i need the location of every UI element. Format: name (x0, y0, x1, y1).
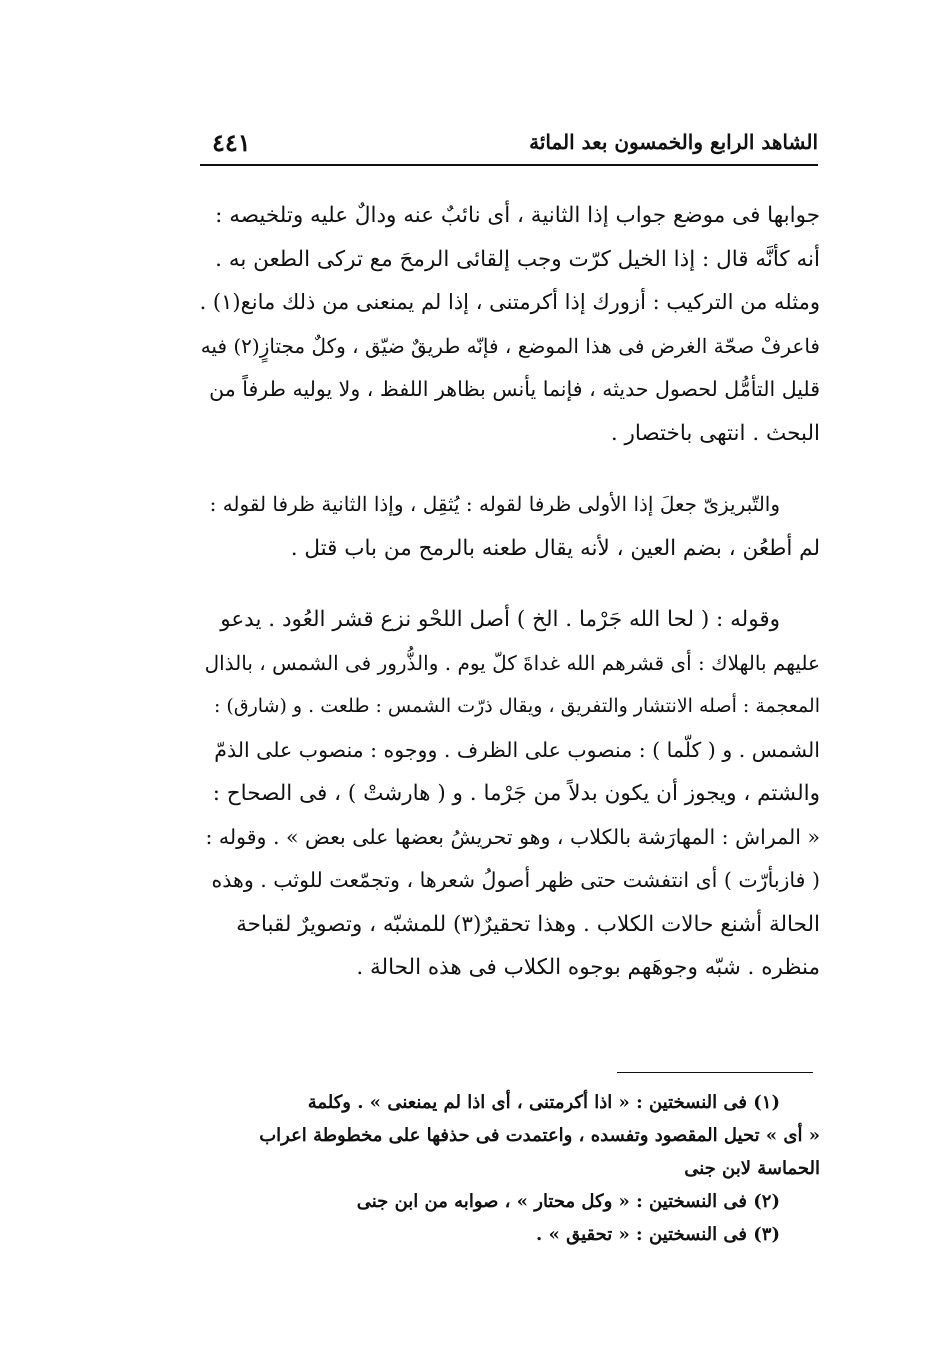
footnote-line: « أى » تحيل المقصود وتفسده ، واعتمدت فى حذفها على مخطوطة اعراب (259, 1125, 820, 1146)
text-line: « المراش : المهارَشة بالكلاب ، وهو تحريشُ بعضها على بعض » . وقوله : (205, 824, 820, 849)
paragraph-gap (200, 570, 820, 598)
text-line: قليل التأمُّل لحصول حديثه ، فإنما يأنس بظاهر اللفظ ، ولا يوليه طرفاً من (209, 377, 820, 401)
text-line: جوابها فى موضع جواب إذا الثانية ، أى نائبٌ عنه ودالٌ عليه وتلخيصه : (215, 203, 820, 228)
text-line: ( فازبأرّت ) أى انتفشت حتى ظهر أصولُ شعرها ، وتجمّعت للوثب . وهذه (211, 868, 820, 892)
running-header (200, 124, 818, 166)
footnote-line: (٣) فى النسختين : « تحقيق » . (536, 1224, 780, 1245)
footnote-line: (٢) فى النسختين : « وكل محتار » ، صوابه من ابن جنى (356, 1191, 780, 1212)
text-line: أنه كأنَّه قال : إذا الخيل كرّت وجب إلقائى الرمحَ مع تركى الطعن به . (215, 246, 820, 272)
text-line: الحالة أشنع حالات الكلاب . وهذا تحقيرٌ(٣) للمشبّه ، وتصويرٌ لقباحة (236, 911, 820, 937)
text-line: الشمس . و ( كلّما ) : منصوب على الظرف . ووجوه : منصوب على الذمّ (214, 737, 820, 762)
text-line: فاعرفْ صحّة الغرض فى هذا الموضع ، فإنّه طريقٌ ضيّق ، وكلٌ مجتازٍ(٢) فيه (200, 333, 820, 358)
text-line: والشتم ، ويجوز أن يكون بدلاً من جَرْما . و ( هارشتْ ) ، فى الصحاح : (212, 781, 820, 806)
running-title: الشاهد الرابع والخمسون بعد المائة (529, 130, 818, 154)
paragraph-gap (200, 455, 820, 483)
text-line: البحث . انتهى باختصار . (610, 420, 820, 446)
footnotes (200, 1086, 820, 1251)
page-number: ٤٤١ (212, 128, 251, 157)
text-line: والتّبريزىّ جعلَ إذا الأولى ظرفا لقوله : يُثقِل ، وإذا الثانية ظرفا لقوله : (209, 492, 780, 516)
text-line: المعجمة : أصله الانتشار والتفريق ، ويقال ذرّت الشمس : طلعت . و (شارق) : (213, 695, 820, 717)
footnote-line: الحماسة لابن جنى (684, 1158, 820, 1179)
text-line: وقوله : ( لحا الله جَرْما . الخ ) أصل اللحْو نزع قشر العُود . يدعو (220, 607, 780, 632)
text-line: منظره . شبّه وجوهَهم بوجوه الكلاب فى هذه الحالة . (356, 955, 820, 980)
text-line: لم أطعُن ، بضم العين ، لأنه يقال طعنه بالرمح من باب قتل . (290, 535, 820, 561)
footnote-line: (١) فى النسختين : « اذا أكرمتنى ، أى اذا لم يمنعنى » . وكلمة (307, 1092, 780, 1113)
text-line: ومثله من التركيب : أزورك إذا أكرمتنى ، إذا لم يمنعنى من ذلك مانع(١) . (199, 290, 820, 314)
footnote-separator (617, 1072, 813, 1073)
text-line: عليهم بالهلاك : أى قشرهم الله غداةَ كلّ يوم . والذُّرور فى الشمس ، بالذال (204, 650, 820, 675)
main-text (200, 194, 820, 990)
